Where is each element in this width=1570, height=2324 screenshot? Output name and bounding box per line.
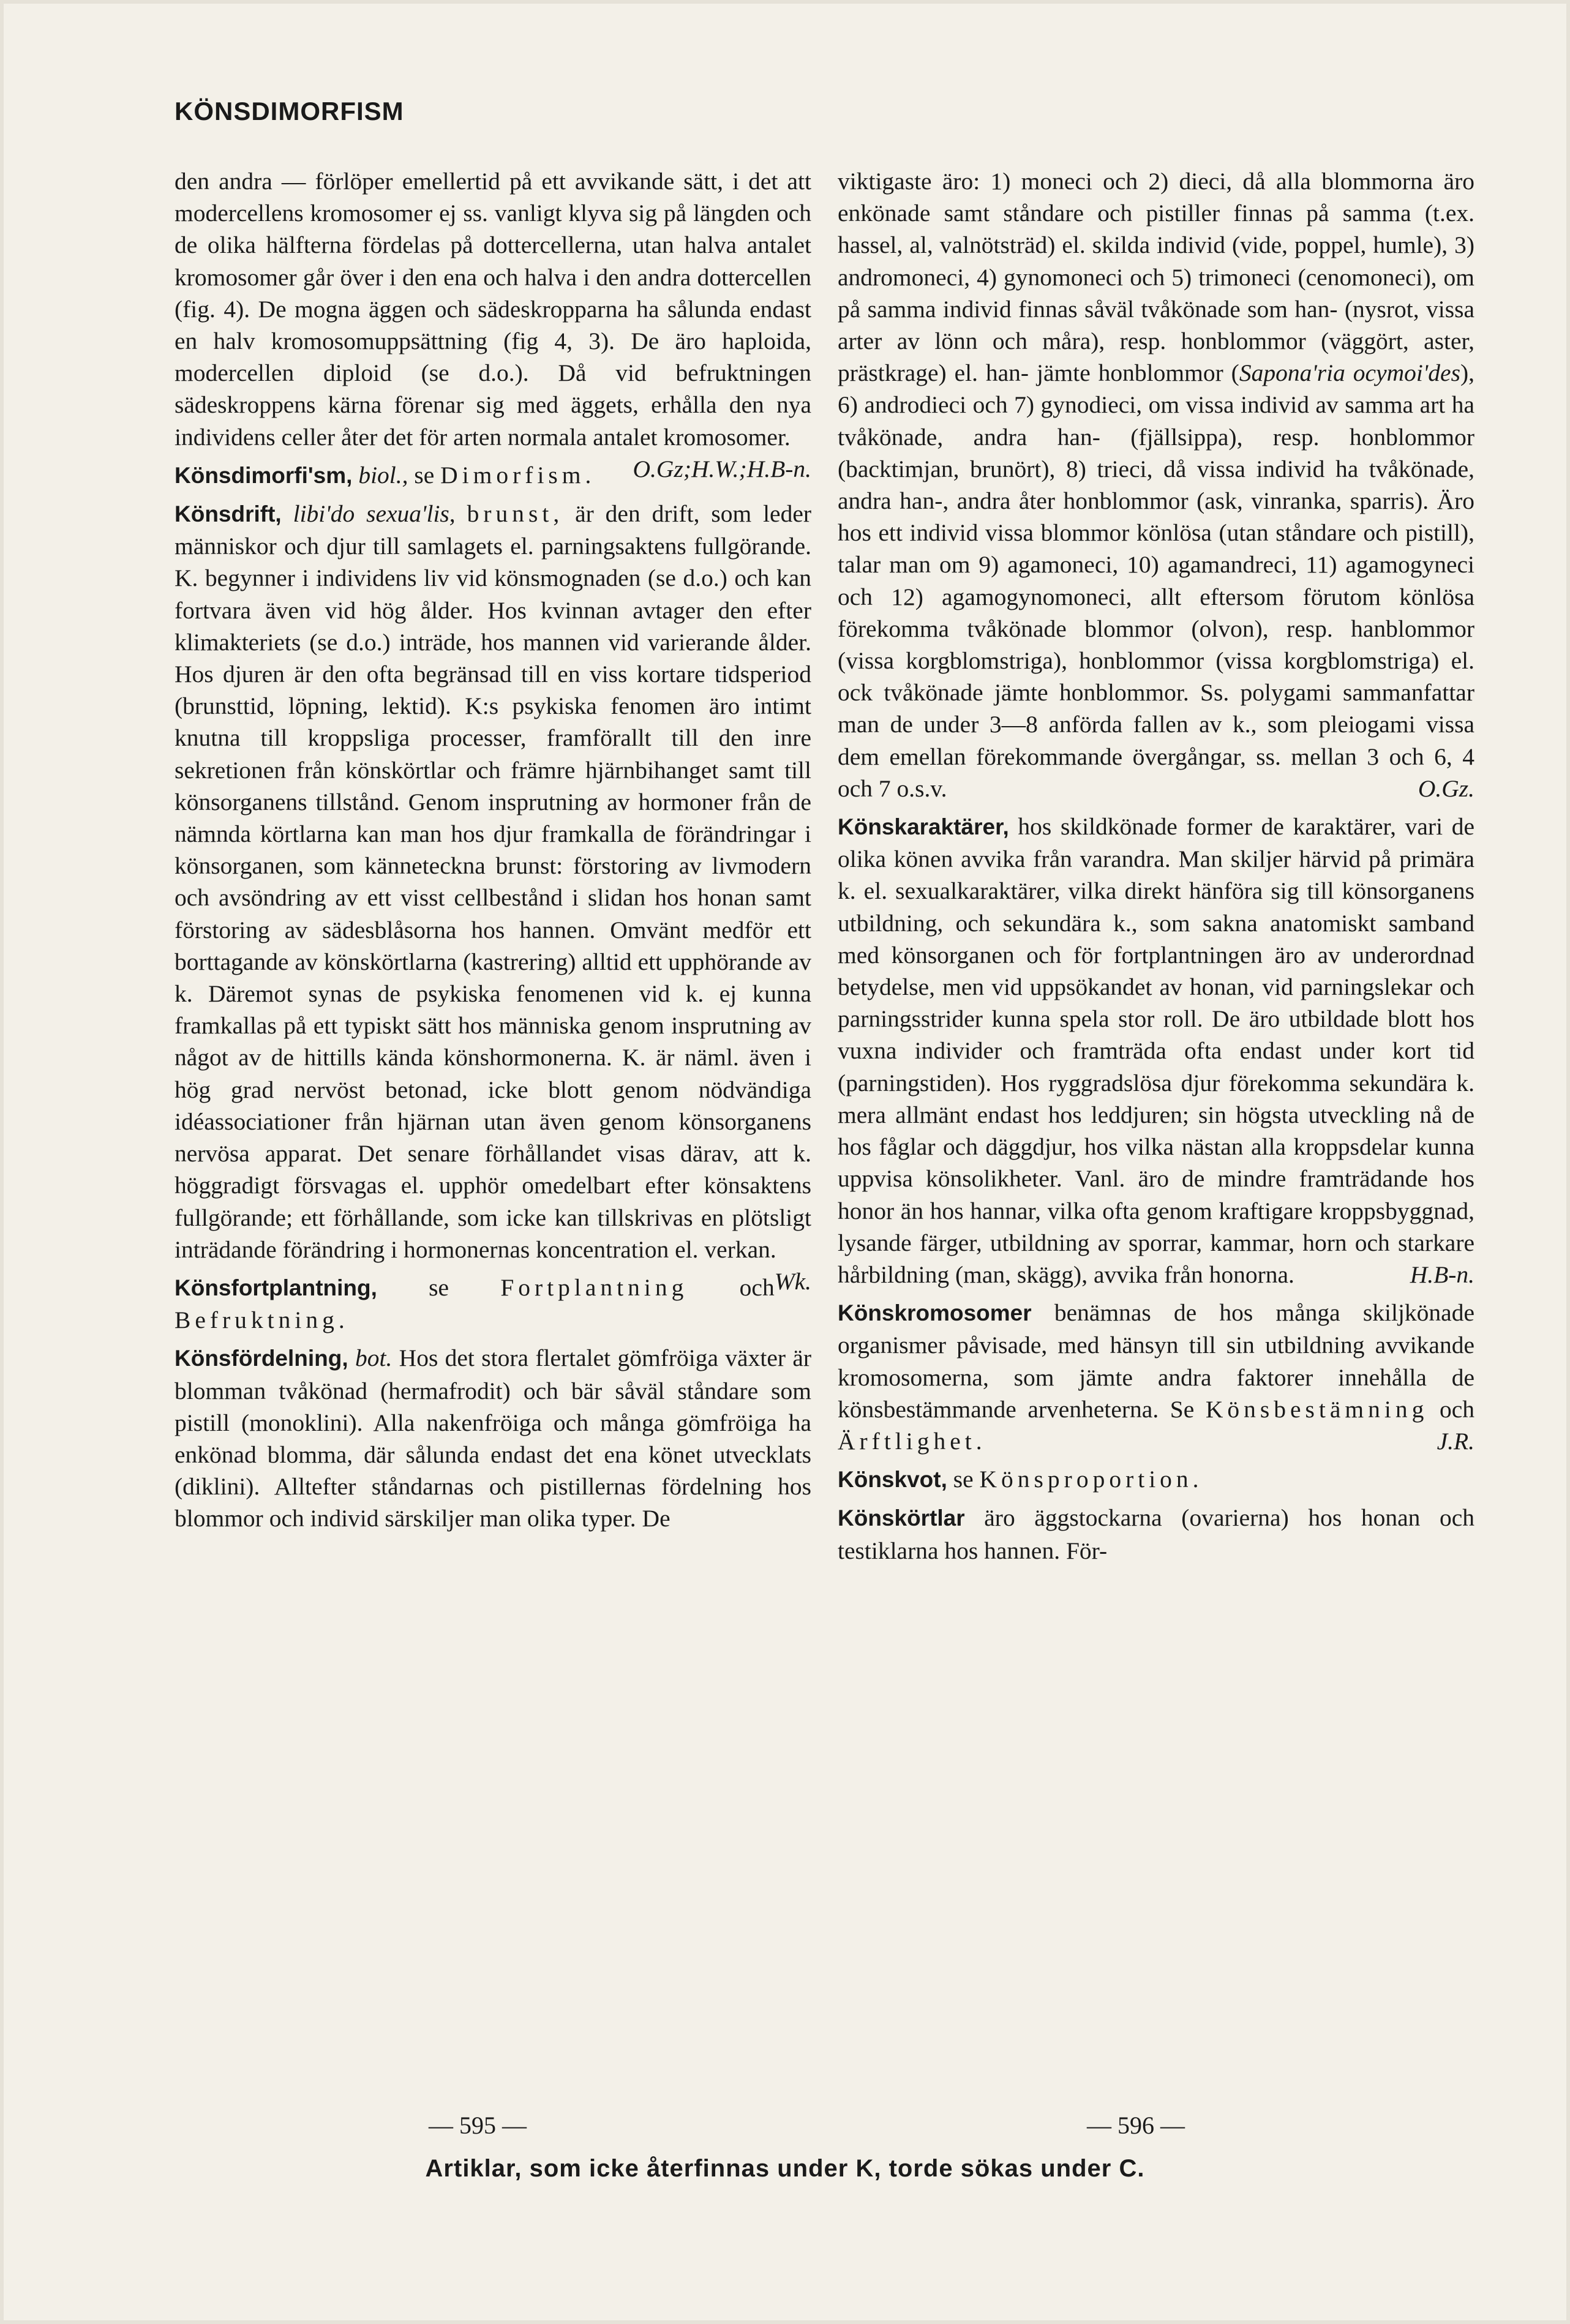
entry-text: Hos det stora flertalet gömfröiga växter är blomman tvåkönad (hermafrodit) och bär såväl ståndare som pistill (monoklini). Alla nakenfröiga och många gömfröiga ha enkönad blomma, där sålunda endast det ena könet utvecklats (diklini). Alltefter ståndarnas och pistillernas fördelning hos blommor och individ särskiljer man olika typer. De [175, 1344, 812, 1532]
running-head: KÖNSDIMORFISM [175, 97, 404, 126]
cross-reference: Könsproportion. [979, 1466, 1203, 1493]
entry-konskaraktarer [838, 811, 1474, 1291]
entry-text: hos skildkönade former de karaktärer, vari de olika könen avvika från varandra. Man skiljer härvid på primära k. el. sexualkaraktärer, vilka direkt hänföra sig till könsorganens utbildning, och sekundära k., som sakna anatomiskt samband med könsorganen och för fortplantningen äro av underordnad betydelse, men vid uppsökandet av honan, vid parningslekar och parningsstrider kunna spela stor roll. De äro utbildade blott hos vuxna individer och framträda ofta endast under kort tid (parningstiden). Hos ryggradslösa djur förekomma sekundära k. mera allmänt endast hos leddjuren; sin högsta utveckling nå de hos fåglar och däggdjur, hos vilka nästan alla kroppsdelar kunna uppvisa könsolikheter. Vanl. äro de mindre framträdande hos honor än hos hannar, vilka ofta genom kraftigare kroppsbyggnad, lysande färger, utbildning av sporrar, kammar, horn och starkare hårbildning (man, skägg), avvika från honorna. [838, 813, 1474, 1288]
conjunction: och [739, 1273, 775, 1301]
entry-abbrev: bot. [355, 1344, 392, 1372]
entry-headword: Könskvot, [838, 1467, 947, 1493]
author-signature: J.R. [1437, 1427, 1474, 1455]
conjunction: och [1439, 1395, 1474, 1423]
entry-text: äro äggstockarna (ovarierna) hos honan och testiklarna hos hannen. För- [838, 1504, 1474, 1564]
entry-konskromosomer [838, 1297, 1474, 1457]
cross-reference: Befruktning. [175, 1306, 349, 1334]
entry-headword: Könskaraktärer, [838, 814, 1009, 840]
entry-konskvot [838, 1463, 1474, 1496]
author-signature: O.Gz;H.W.;H.B-n. [633, 455, 811, 482]
entry-text: benämnas de hos många skiljkönade organismer påvisade, med hänsyn till sin utbildning avvikande kromosomerna, som jämte andra faktorer innehålla de könsbestämmande arvenheterna. Se [838, 1299, 1474, 1423]
latin-term: libi'do sexua'lis, [293, 500, 456, 528]
entry-text: viktigaste äro: 1) moneci och 2) dieci, då alla blommorna äro enkönade samt ståndare och pistiller finnas på samma (t.ex. hassel, al, valnötsträd) el. skilda individ (vide, poppel, humle), 3) andromoneci, 4) gynomoneci och 5) trimoneci (cenomoneci), om på samma individ finnas såväl tvåkönade som han- (nysrot, vissa arter av lönn och måra), resp. honblommor (väggört, aster, prästkrage) el. han- jämte honblommor ( [838, 168, 1474, 387]
latin-term: Sapona'ria ocymoi'des [1239, 359, 1460, 387]
author-signature: H.B-n. [1410, 1261, 1474, 1288]
footer-notice: Artiklar, som icke återfinnas under K, torde sökas under C. [425, 2155, 1145, 2182]
entry-abbrev: biol., [358, 461, 408, 489]
author-signature: Wk. [774, 1267, 811, 1295]
cross-reference: Könsbestämning [1205, 1395, 1429, 1423]
entry-konsfordelning [175, 1342, 811, 1534]
see-word: se [429, 1273, 449, 1301]
entry-continuation [838, 165, 1474, 804]
entry-text: ), 6) androdieci och 7) gynodieci, om vissa individ av samma art ha tvåkönade, andra han- (fjällsippa), resp. honblommor (backtimjan, brunört), 8) trieci, då vissa individ ha tvåkönade, andra han-, andra åter honblommor (ask, vinranka, sparris). Äro hos ett individ vissa blommor könlösa (utan ståndare och pistill), talar man om 9) agamoneci, 10) agamandreci, 11) agamogyneci och 12) agamogynomoneci, allt eftersom förutom könlösa förekomma tvåkönade blommor (olvon), resp. hanblommor (vissa korgblomstriga), honblommor (vissa korgblomstriga) el. ock tvåkönade jämte honblommor. Ss. polygami sammanfattar man de under 3—8 anförda fallen av k., som pleiogami vissa dem emellan förekommande övergångar, ss. mellan 3 och 6, 4 och 7 o.s.v. [838, 359, 1474, 802]
entry-headword: Könsdimorfi'sm, [175, 462, 353, 488]
cross-reference: Fortplantning [500, 1273, 688, 1301]
right-column [838, 165, 1474, 1573]
entry-headword: Könsfortplantning, [175, 1275, 377, 1300]
entry-headword: Könsdrift, [175, 501, 282, 527]
author-signature: O.Gz. [1418, 774, 1474, 802]
cross-reference: Ärftlighet. [838, 1427, 986, 1455]
entry-konskortlar [838, 1502, 1474, 1566]
see-word: se [414, 461, 435, 489]
entry-headword: Könsfördelning, [175, 1346, 348, 1371]
cross-reference: Dimorfism. [440, 461, 596, 489]
entry-text: den andra — förlöper emellertid på ett avvikande sätt, i det att modercellens kromosomer ej ss. vanligt klyva sig på längden och de olika hälfterna fördelas på dottercellerna, utan halva antalet kromosomer går över i den ena och halva i den andra dottercellen (fig. 4). De mogna äggen och sädeskropparna ha sålunda endast en halv kromosomuppsättning (fig 4, 3). De äro haploida, modercellen diploid (se d.o.). Då vid befruktningen sädeskroppens kärna förenar sig med äggets, erhålla den nya individens celler åter det för arten normala antalet kromosomer. [175, 168, 811, 451]
page-number-right: — 596 — [1087, 2112, 1185, 2139]
entry-konsfortplantning [175, 1272, 811, 1336]
entry-text: är den drift, som leder människor och djur till samlagets el. parningsaktens fullgörande. K. begynner i individens liv vid könsmognaden (se d.o.) och kan fortvara även vid hög ålder. Hos kvinnan avtager den efter klimakteriets (se d.o.) inträde, hos mannen vid varierande ålder. Hos djuren är den ofta begränsad till en viss kortare tidsperiod (brunsttid, löpning, lektid). K:s psykiska fenomen äro intimt knutna till kroppsliga processer, framförallt till den inre sekretionen från könskörtlar och främre hjärnbihanget samt till könsorganens tillstånd. Genom insprutning av hormoner från de nämnda körtlarna kan man hos djur framkalla de förändringar i könsorganen, som känneteckna brunst: förstoring av livmodern och avsöndring av ett visst cellbestånd i slidan hos honan samt förstoring av sädesblåsorna hos hannen. Omvänt medför ett borttagande av könskörtlarna (kastrering) alltid ett upphörande av k. Däremot synas de psykiska fenomenen vid k. ej kunna framkallas på ett typiskt sätt hos människa genom insprutning av något av de hittills kända könshormonerna. K. är näml. även i hög grad nervöst betonad, icke blott genom nödvändiga idéassociationer från hjärnan utan även genom könsorganens nervösa apparat. Det senare förhållandet visas därav, att k. höggradigt försvagas el. upphör omedelbart efter könsaktens fullgörande; ett förhållande, som icke kan tillskrivas en plötsligt inträdande förändring i hormonernas koncentration el. verkan. [175, 500, 812, 1263]
entry-headword: Könskörtlar [838, 1505, 965, 1531]
entry-headword: Könskromosomer [838, 1300, 1032, 1326]
left-column [175, 165, 811, 1541]
synonym: brunst, [467, 500, 564, 528]
see-word: se [953, 1466, 974, 1493]
page-number-left: — 595 — [429, 2112, 527, 2139]
